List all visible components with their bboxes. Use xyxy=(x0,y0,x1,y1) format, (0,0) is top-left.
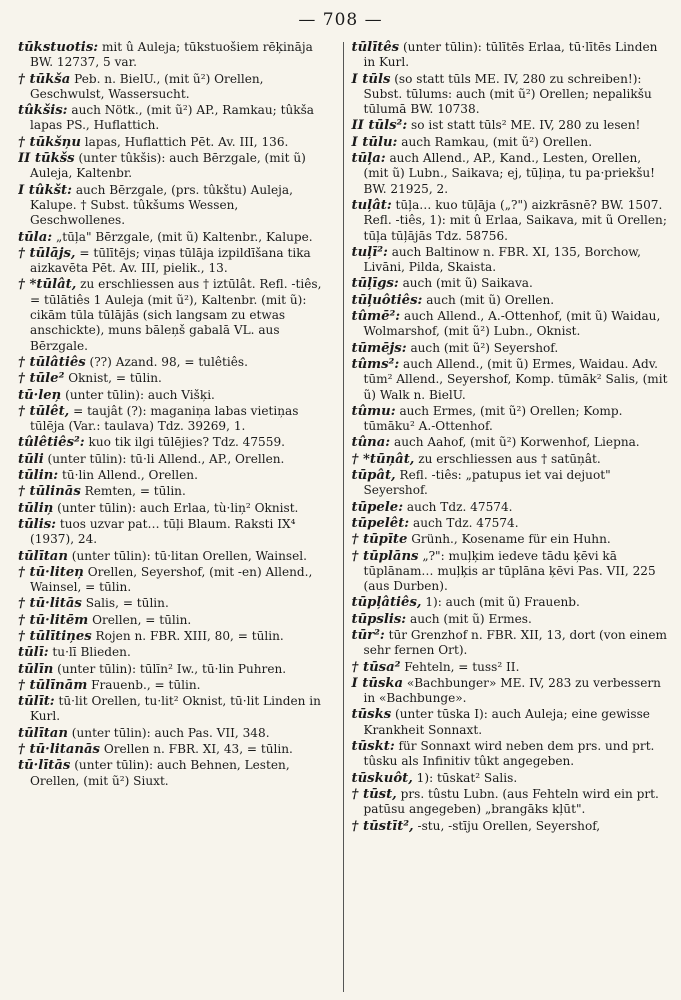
entry-text: (??) Azand. 98, = tulêtiês. xyxy=(85,354,248,369)
entry-headword: † tū·litanās xyxy=(18,742,100,758)
dictionary-entry xyxy=(18,355,335,370)
entry-text: Grünh., Kosename für ein Huhn. xyxy=(407,532,611,547)
entry-headword: tūlītan xyxy=(18,725,68,741)
dictionary-entry xyxy=(18,517,335,548)
entry-text: auch Ermes, (mit ũ²) Orellen; Komp. tūmāku² A.-Ottenhof. xyxy=(363,403,623,434)
entry-headword: † *tūņât, xyxy=(351,451,415,467)
dictionary-entry xyxy=(18,452,335,467)
entry-headword: tūlīn xyxy=(18,661,54,677)
entry-text: (unter tūlin): tū·litan Orellen, Wainsel. xyxy=(67,548,308,563)
dictionary-entry xyxy=(18,135,335,150)
dictionary-entry xyxy=(352,739,669,770)
entry-text: «Bachbunger» ME. IV, 283 zu verbessern in «Bachbunge». xyxy=(363,675,661,706)
dictionary-entry xyxy=(352,40,669,71)
entry-text: auch Allend., (mit ũ) Ermes, Waidau. Adv. tūm² Allend., Seyershof, Komp. tūmāk² Salis, (mit ũ) Walk n. BielU. xyxy=(363,356,668,402)
entry-text: auch Ramkau, (mit ũ²) Orellen. xyxy=(397,134,593,149)
dictionary-entry xyxy=(352,628,669,659)
dictionary-entry xyxy=(18,662,335,677)
dictionary-entry xyxy=(352,819,669,834)
dictionary-entry xyxy=(18,484,335,499)
entry-text: = tūlītējs; viņas tūlāja izpildīšana tika aizkavēta Pēt. Av. III, pielik., 13. xyxy=(30,245,311,276)
entry-text: (unter tūlin): tūlītēs Erlaa, tū·lītēs Linden in Kurl. xyxy=(363,40,658,70)
entry-headword: † tū·liteņ xyxy=(18,564,84,580)
entry-text: auch Bērzgale, (prs. tûkštu) Auleja, Kalupe. † Subst. tûkšums Wessen, Geschwollenes. xyxy=(30,182,293,228)
entry-text: = taujât (?): maganiņa labas vietiņas tūlēja (Var.: taulava) Tdz. 39269, 1. xyxy=(30,403,299,434)
entry-headword: tūpslis: xyxy=(351,611,407,627)
entry-headword: tūpļâtiês, xyxy=(351,595,422,611)
entry-text: auch Allend., A.-Ottenhof, (mit ũ) Waidau, Wolmarshof, (mit ũ²) Lubn., Oknist. xyxy=(363,309,661,339)
entry-text: (unter tūlin): auch Erlaa, tù·liņ² Oknist. xyxy=(53,500,299,515)
entry-text: Refl. -tiês: „patupus iet vai dejuot" Seyershof. xyxy=(363,468,611,498)
entry-headword: † tūlinās xyxy=(18,484,81,500)
entry-headword: tūli xyxy=(18,451,44,467)
entry-headword: tūpât, xyxy=(351,468,396,484)
dictionary-entry xyxy=(352,707,669,738)
entry-headword: † tū·litēm xyxy=(18,612,89,628)
entry-text: tuos uzvar pat… tūļi Blaum. Raksti IX⁴ (1937), 24. xyxy=(30,516,296,547)
dictionary-entry xyxy=(18,103,335,134)
entry-headword: tūļa: xyxy=(351,151,386,167)
entry-headword: II tūkšs xyxy=(18,151,75,167)
entry-headword: tūkstuotis: xyxy=(18,40,99,55)
dictionary-columns xyxy=(18,40,668,992)
dictionary-entry xyxy=(352,771,669,786)
dictionary-entry xyxy=(18,40,335,71)
entry-headword: II tūls²: xyxy=(351,118,408,134)
entry-headword: † tū·litās xyxy=(18,596,82,612)
left-column xyxy=(18,40,343,992)
dictionary-entry xyxy=(352,276,669,291)
entry-headword: tūskt: xyxy=(351,739,395,755)
entry-text: auch Allend., AP., Kand., Lesten, Orellen, (mit ũ) Lubn., Saikava; ej, tūļiņa, tu pa·priekšu! BW. 21925, 2. xyxy=(363,151,656,196)
entry-headword: † tūpīte xyxy=(351,532,408,548)
entry-text: auch Aahof, (mit ũ²) Korwenhof, Liepna. xyxy=(390,435,640,450)
entry-text: tū·lin Allend., Orellen. xyxy=(58,468,198,483)
dictionary-entry xyxy=(352,404,669,435)
dictionary-entry xyxy=(18,565,335,596)
entry-text: lapas, Huflattich Pēt. Av. III, 136. xyxy=(80,134,289,149)
entry-text: (unter tūlin): tū·li Allend., AP., Orellen. xyxy=(43,451,285,466)
entry-text: „tūļa" Bērzgale, (mit ũ) Kaltenbr., Kalupe. xyxy=(52,229,313,244)
entry-headword: † tūlājs, xyxy=(18,245,76,261)
entry-headword: † tūsa² xyxy=(351,659,401,675)
entry-text: für Sonnaxt wird neben dem prs. und prt. tûsku als Infinitiv tûkt angegeben. xyxy=(363,739,655,769)
entry-text: (so statt tūls ME. IV, 280 zu schreiben!): Subst. tūlums: auch (mit ũ²) Orellen; nepalikšu tūlumā BW. 10738. xyxy=(363,71,652,117)
entry-headword: I tūska xyxy=(351,675,404,691)
dictionary-entry xyxy=(352,549,669,595)
entry-headword: † tūst, xyxy=(351,786,397,802)
dictionary-entry xyxy=(352,151,669,197)
entry-text: (unter tūlin): auch Pas. VII, 348. xyxy=(67,725,270,740)
entry-headword: tūļīgs: xyxy=(351,276,399,292)
entry-text: tu·lī Blieden. xyxy=(48,645,131,660)
dictionary-entry xyxy=(18,277,335,353)
entry-headword: tūpelêt: xyxy=(351,515,410,531)
dictionary-entry xyxy=(18,501,335,516)
entry-headword: tūr²: xyxy=(351,627,385,643)
entry-text: (unter tūlin): auch Višķi. xyxy=(61,387,215,402)
dictionary-entry xyxy=(18,596,335,611)
entry-headword: tūlis: xyxy=(18,516,56,532)
dictionary-entry xyxy=(352,787,669,818)
entry-text: Orellen, Seyershof, (mit -en) Allend., Wainsel, = tūlin. xyxy=(30,564,313,595)
dictionary-entry xyxy=(352,135,669,150)
dictionary-entry xyxy=(352,468,669,499)
entry-headword: tūlītan xyxy=(18,548,68,564)
entry-headword: tū·leņ xyxy=(18,387,62,403)
entry-text: „?": muļķim iedeve tādu ķēvi kā tūplānam… muļķis ar tūplāna ķēvi Pas. VII, 225 (aus Durben). xyxy=(363,548,656,594)
entry-text: Rojen n. FBR. XIII, 80, = tūlin. xyxy=(91,628,284,643)
entry-text: tūr Grenzhof n. FBR. XII, 13, dort (von einem sehr fernen Ort). xyxy=(363,627,667,658)
entry-text: tūļa… kuo tūļāja („?") aizkrāsnē? BW. 1507. Refl. -tiês, 1): mit û Erlaa, Saikava, mit ũ Orellen; tūļa tūļājās Tdz. 58756. xyxy=(363,197,667,243)
dictionary-entry xyxy=(352,500,669,515)
entry-text: auch (mit ũ) Orellen. xyxy=(422,292,555,307)
entry-text: Orellen n. FBR. XI, 43, = tūlin. xyxy=(99,742,293,757)
entry-headword: † tūlêt, xyxy=(18,403,70,419)
right-column xyxy=(344,40,669,992)
dictionary-entry xyxy=(18,613,335,628)
entry-text: (unter tūska I): auch Auleja; eine gewisse Krankheit Sonnaxt. xyxy=(363,707,650,737)
entry-headword: tûkšis: xyxy=(18,103,68,119)
entry-text: Fehteln, = tuss² II. xyxy=(400,659,520,674)
dictionary-entry xyxy=(352,516,669,531)
dictionary-entry xyxy=(352,72,669,118)
dictionary-entry xyxy=(18,151,335,182)
entry-headword: I tûkšt: xyxy=(18,182,72,198)
entry-headword: tûmē²: xyxy=(351,309,401,325)
entry-text: Salis, = tūlin. xyxy=(81,596,169,611)
dictionary-entry xyxy=(352,118,669,133)
entry-text: kuo tik ilgi tūlējies? Tdz. 47559. xyxy=(84,435,285,450)
entry-headword: tûmu: xyxy=(351,403,396,419)
entry-text: auch Tdz. 47574. xyxy=(403,499,513,514)
entry-headword: tûms²: xyxy=(351,356,400,372)
entry-headword: tūpele: xyxy=(351,499,404,515)
entry-text: prs. tûstu Lubn. (aus Fehteln wird ein prt. patūsu angegeben) „brangāks kļūt". xyxy=(363,786,659,817)
entry-headword: I tūls xyxy=(351,71,391,87)
entry-headword: tūliņ xyxy=(18,500,54,516)
entry-text: auch Baltinow n. FBR. XI, 135, Borchow, Livāni, Pilda, Skaista. xyxy=(363,244,642,275)
dictionary-entry xyxy=(18,183,335,229)
entry-headword: tūlītês xyxy=(351,40,400,55)
dictionary-entry xyxy=(18,404,335,435)
entry-headword: † tūlītiņes xyxy=(18,628,92,644)
entry-text: 1): tūskat² Salis. xyxy=(412,770,518,785)
dictionary-entry xyxy=(352,612,669,627)
entry-text: Oknist, = tūlin. xyxy=(64,371,162,386)
dictionary-entry xyxy=(18,726,335,741)
entry-headword: tuļī²: xyxy=(351,244,388,260)
dictionary-entry xyxy=(18,230,335,245)
dictionary-entry xyxy=(352,293,669,308)
page-number: — 708 — xyxy=(298,10,383,30)
dictionary-entry xyxy=(18,629,335,644)
dictionary-entry xyxy=(18,246,335,277)
dictionary-entry xyxy=(18,694,335,725)
entry-text: auch Tdz. 47574. xyxy=(409,515,519,530)
entry-text: auch (mit ũ) Saikava. xyxy=(398,276,533,291)
entry-text: auch (mit ũ²) Seyershof. xyxy=(406,340,559,355)
entry-headword: tūlin: xyxy=(18,468,59,484)
dictionary-entry xyxy=(18,72,335,103)
entry-text: mit û Auleja; tūkstuošiem rēķināja BW. 12737, 5 var. xyxy=(30,40,313,70)
entry-headword: † tūplāns xyxy=(351,548,419,564)
entry-headword: tūļuôtiês: xyxy=(351,292,423,308)
dictionary-entry xyxy=(18,371,335,386)
entry-text: (unter tūlin): auch Behnen, Lesten, Orellen, (mit ũ²) Siuxt. xyxy=(30,758,290,788)
dictionary-entry xyxy=(352,341,669,356)
entry-headword: I tūlu: xyxy=(351,134,398,150)
entry-headword: tūmējs: xyxy=(351,340,407,356)
entry-text: Peb. n. BielU., (mit ũ²) Orellen, Geschwulst, Wassersucht. xyxy=(30,71,264,101)
entry-text: tū·lit Orellen, tu·lit² Oknist, tū·lit Linden in Kurl. xyxy=(30,694,321,724)
dictionary-entry xyxy=(352,198,669,244)
dictionary-entry xyxy=(18,468,335,483)
entry-text: auch (mit ũ) Ermes. xyxy=(406,611,532,626)
entry-headword: tûna: xyxy=(351,435,391,451)
dictionary-entry xyxy=(352,245,669,276)
entry-headword: tūla: xyxy=(18,229,53,245)
entry-headword: tūsks xyxy=(351,707,392,723)
entry-headword: tūlī: xyxy=(18,645,49,661)
entry-text: Remten, = tūlin. xyxy=(80,484,186,499)
dictionary-entry xyxy=(352,357,669,403)
entry-text: (unter tûkšis): auch Bērzgale, (mit ũ) Auleja, Kaltenbr. xyxy=(30,151,306,181)
dictionary-entry xyxy=(352,435,669,450)
dictionary-entry xyxy=(18,758,335,789)
entry-headword: tūskuôt, xyxy=(351,770,413,786)
dictionary-entry xyxy=(352,676,669,707)
dictionary-entry xyxy=(352,660,669,675)
entry-text: zu erschliessen aus † iztūlât. Refl. -tiês, = tūlātiês 1 Auleja (mit ũ²), Kaltenbr. (mit ũ): cikām tūla tūlājās (sich langsam zu etwas anschickte), muns bāleņš gabalā VL. aus Bērzgale. xyxy=(30,277,322,353)
dictionary-entry xyxy=(18,435,335,450)
entry-text: (unter tūlin): tūlīn² Iw., tū·lin Puhren. xyxy=(53,661,287,676)
entry-headword: † tūle² xyxy=(18,371,65,387)
dictionary-entry xyxy=(18,549,335,564)
dictionary-entry xyxy=(352,532,669,547)
entry-headword: † tūlīnām xyxy=(18,677,88,693)
entry-headword: tū·lītās xyxy=(18,758,71,774)
entry-headword: † tūkšņu xyxy=(18,134,81,150)
entry-text: 1): auch (mit ũ) Frauenb. xyxy=(421,595,580,610)
dictionary-entry xyxy=(352,452,669,467)
entry-text: -stu, -stīju Orellen, Seyershof, xyxy=(413,818,601,833)
entry-headword: † tūstīt², xyxy=(351,818,414,834)
entry-headword: † tūlâtiês xyxy=(18,354,86,370)
dictionary-entry xyxy=(352,595,669,610)
entry-text: zu erschliessen aus † satūņât. xyxy=(414,451,601,466)
entry-text: Orellen, = tūlin. xyxy=(88,612,192,627)
entry-headword: tūlīt: xyxy=(18,694,55,710)
entry-text: Frauenb., = tūlin. xyxy=(87,677,201,692)
entry-headword: † tūkša xyxy=(18,71,71,87)
dictionary-entry xyxy=(352,309,669,340)
dictionary-entry xyxy=(18,678,335,693)
entry-text: so ist statt tūls² ME. IV, 280 zu lesen! xyxy=(407,118,641,133)
dictionary-entry xyxy=(18,388,335,403)
dictionary-entry xyxy=(18,742,335,757)
dictionary-entry xyxy=(18,645,335,660)
entry-headword: † *tūlât, xyxy=(18,277,77,293)
entry-headword: tuļât: xyxy=(351,197,392,213)
entry-text: auch Nötk., (mit ũ²) AP., Ramkau; tûkša lapas PS., Huflattich. xyxy=(30,103,314,133)
entry-headword: tûlêtiês²: xyxy=(18,435,85,451)
